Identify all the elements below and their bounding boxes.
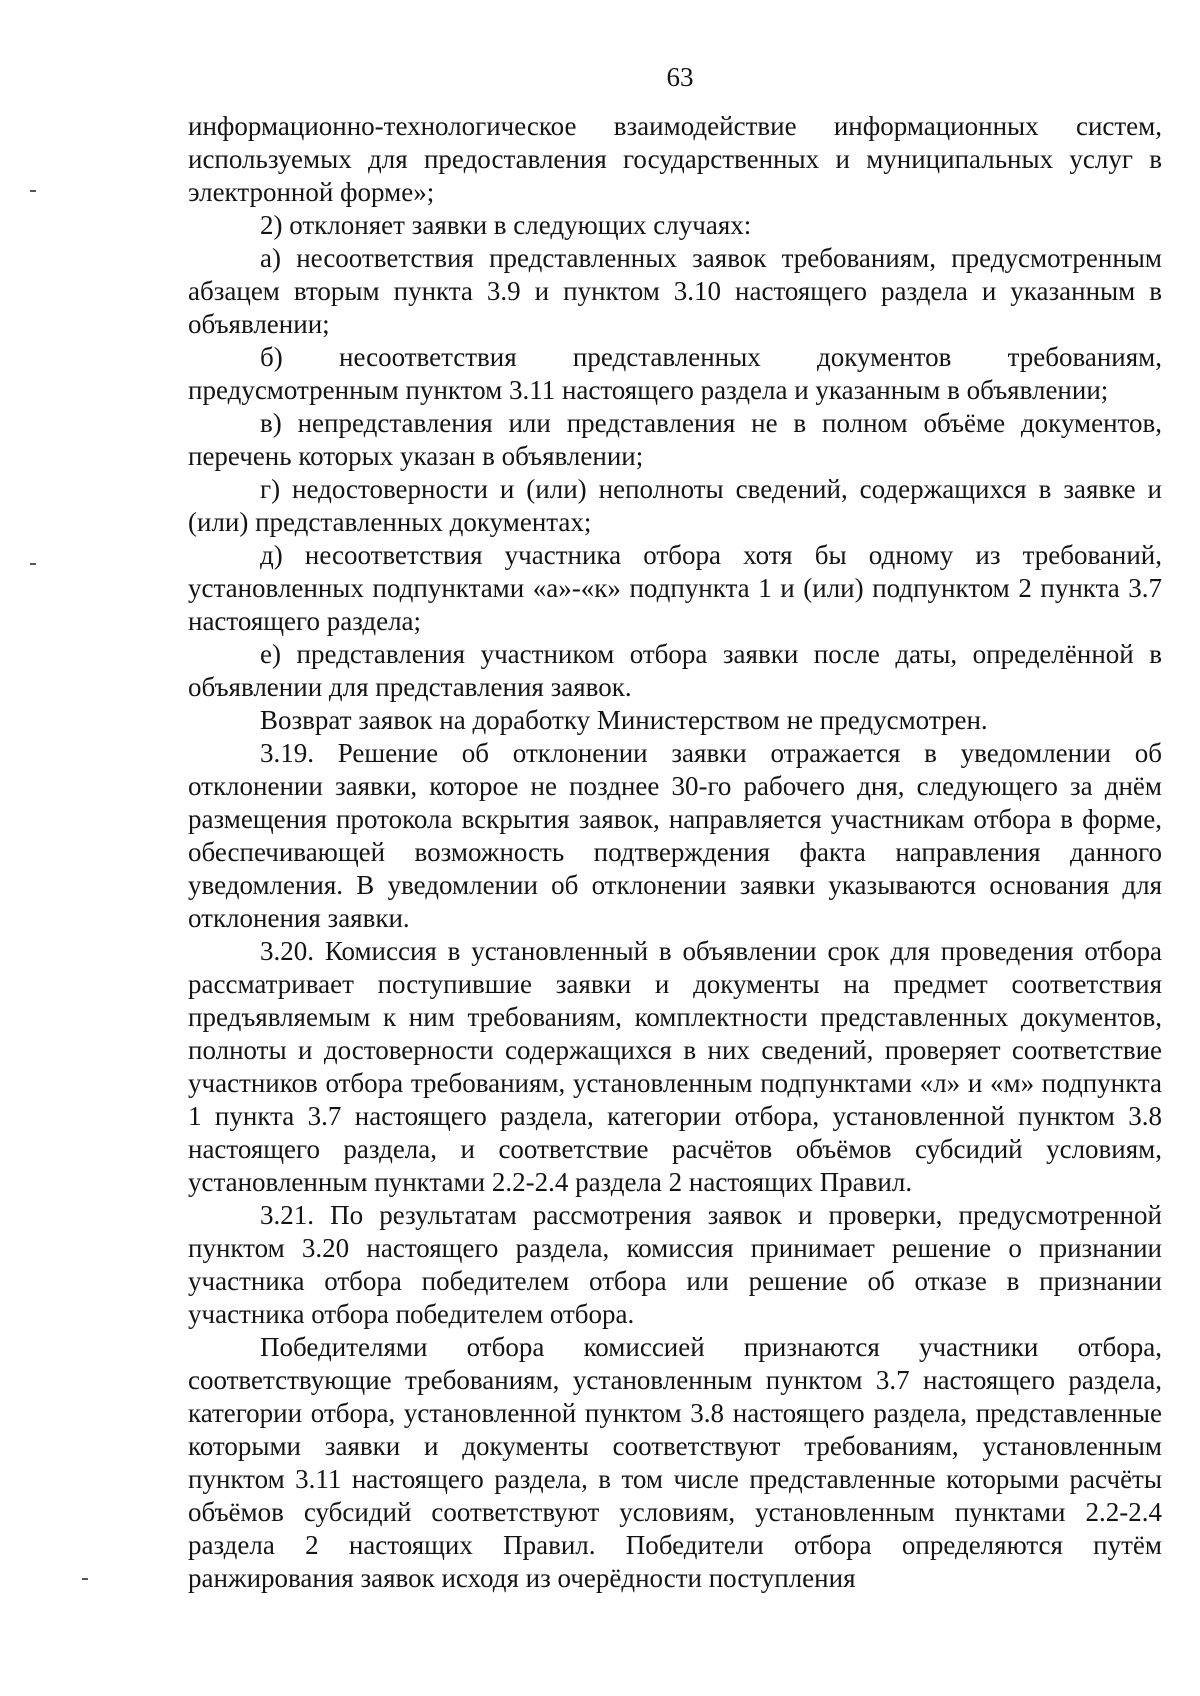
paragraph-winners: Победителями отбора комиссией признаются участники отбора, соответствующие требованиям, установленным пунктом 3.7 настоящего раздела, категории отбора, установленной пунктом 3.8 настоящего раздела, представленные которыми заявки и документы соответствуют требованиям, установленным пунктом 3.11 настоящего раздела, в том числе представленные которыми расчёты объёмов субсидий соответствуют условиям, установленным пунктами 2.2-2.4 раздела 2 настоящих Правил. Победители отбора определяются путём ранжирования заявок исходя из очерёдности поступления [188, 1332, 1162, 1593]
paragraph-return-note: Возврат заявок на доработку Министерством не предусмотрен. [260, 705, 988, 735]
paragraph-subitem-d: д) несоответствия участника отбора хотя бы одному из требований, установленных подпунктами «а»-«к» подпункта 1 и (или) подпунктом 2 пункта 3.7 настоящего раздела; [188, 540, 1162, 636]
paragraph-subitem-e: е) представления участником отбора заявки после даты, определённой в объявлении для представления заявок. [188, 639, 1162, 702]
paragraph-subitem-b: б) несоответствия представленных документов требованиям, предусмотренным пунктом 3.11 настоящего раздела и указанным в объявлении; [188, 342, 1162, 405]
page-number: 63 [666, 62, 694, 92]
paragraph-subitem-g: г) недостоверности и (или) неполноты сведений, содержащихся в заявке и (или) представленных документах; [188, 474, 1162, 537]
scan-margin-mark [30, 563, 36, 565]
paragraph-item-2: 2) отклоняет заявки в следующих случаях: [260, 210, 752, 240]
paragraph-3-20: 3.20. Комиссия в установленный в объявлении срок для проведения отбора рассматривает поступившие заявки и документы на предмет соответствия предъявляемым к ним требованиям, комплектности представленных документов, полноты и достоверности содержащихся в них сведений, проверяет соответствие участников отбора требованиям, установленным подпунктами «л» и «м» подпункта 1 пункта 3.7 настоящего раздела, категории отбора, установленной пунктом 3.8 настоящего раздела, и соответствие расчётов объёмов субсидий условиям, установленным пунктами 2.2-2.4 раздела 2 настоящих Правил. [188, 936, 1162, 1197]
document-body [188, 110, 1162, 1595]
paragraph-subitem-v: в) непредставления или представления не в полном объёме документов, перечень которых указан в объявлении; [188, 408, 1162, 471]
scan-margin-mark [82, 1578, 88, 1580]
paragraph-3-21: 3.21. По результатам рассмотрения заявок и проверки, предусмотренной пунктом 3.20 настоящего раздела, комиссия принимает решение о признании участника отбора победителем отбора или решение об отказе в признании участника отбора победителем отбора. [188, 1200, 1162, 1329]
paragraph-subitem-a: а) несоответствия представленных заявок требованиям, предусмотренным абзацем вторым пункта 3.9 и пунктом 3.10 настоящего раздела и указанным в объявлении; [188, 243, 1162, 339]
paragraph-3-19: 3.19. Решение об отклонении заявки отражается в уведомлении об отклонении заявки, которое не позднее 30-го рабочего дня, следующего за днём размещения протокола вскрытия заявок, направляется участникам отбора в форме, обеспечивающей возможность подтверждения факта направления данного уведомления. В уведомлении об отклонении заявки указываются основания для отклонения заявки. [188, 738, 1162, 933]
paragraph-continuation: информационно-технологическое взаимодействие информационных систем, используемых для предоставления государственных и муниципальных услуг в электронной форме»; [188, 111, 1162, 207]
scan-margin-mark [30, 190, 36, 192]
